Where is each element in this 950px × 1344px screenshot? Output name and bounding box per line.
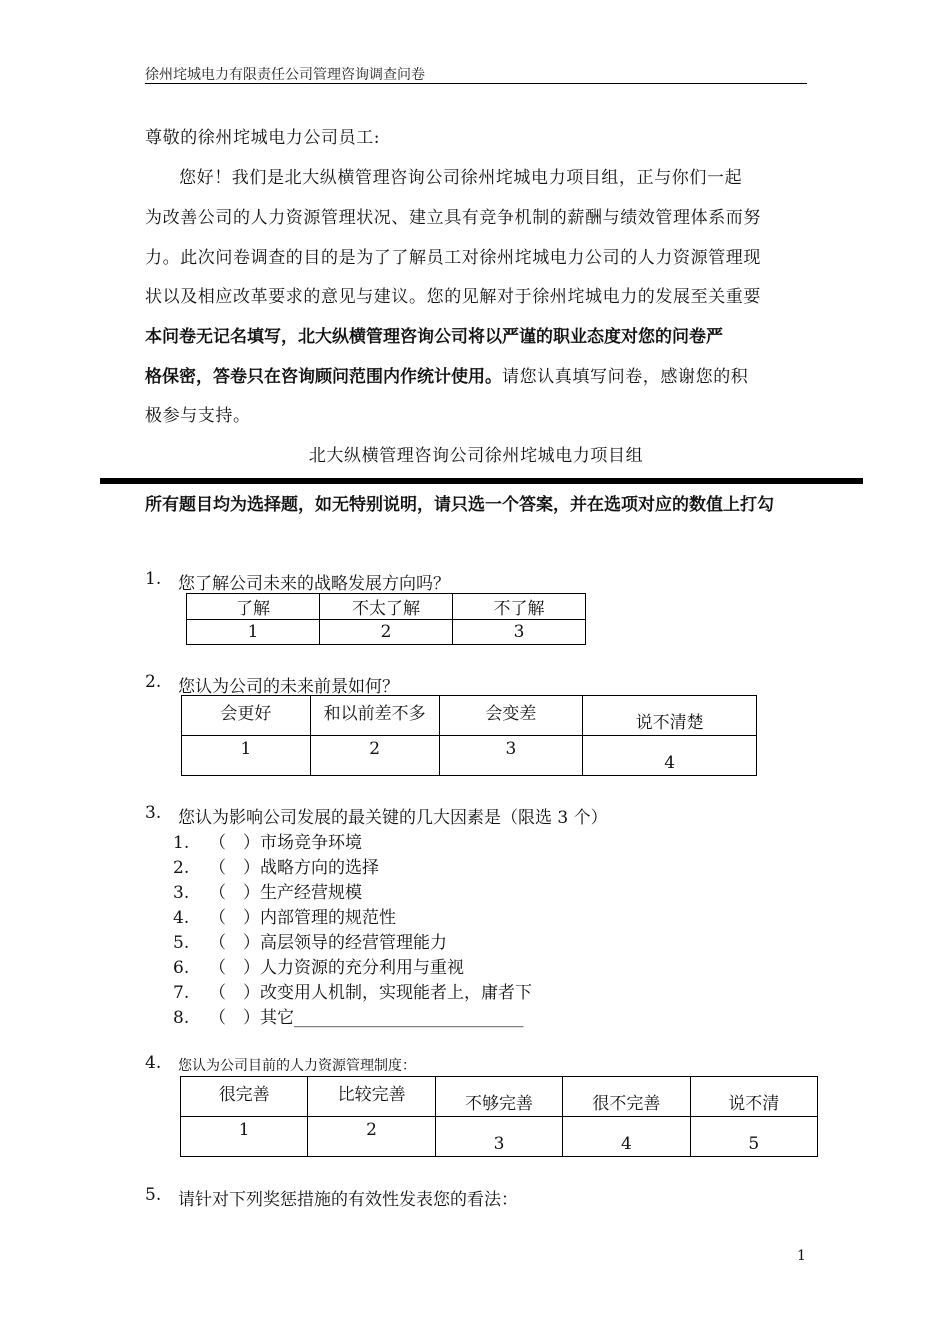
letter-line-6-rest: 请您认真填写问卷，感谢您的积 bbox=[502, 367, 749, 387]
q3-item-number: 1. bbox=[173, 833, 190, 853]
q4-value-4[interactable]: 4 bbox=[563, 1117, 690, 1157]
q4-value-1[interactable]: 1 bbox=[181, 1117, 308, 1157]
q2-value-1[interactable]: 1 bbox=[182, 736, 311, 776]
letter-salutation: 尊敬的徐州垞城电力公司员工: bbox=[145, 128, 381, 148]
q3-item-number: 6. bbox=[173, 958, 190, 978]
question-1-text: 您了解公司未来的战略发展方向吗？ bbox=[178, 574, 450, 594]
question-2-table bbox=[181, 695, 757, 776]
question-3 bbox=[145, 803, 805, 828]
q4-option-4: 很不完善 bbox=[563, 1077, 690, 1117]
question-1-number: 1. bbox=[145, 569, 162, 589]
q3-item[interactable] bbox=[173, 878, 362, 903]
q4-option-3: 不够完善 bbox=[435, 1077, 562, 1117]
question-3-number: 3. bbox=[145, 803, 162, 823]
letter-line-7: 极参与支持。 bbox=[145, 406, 251, 426]
q4-option-1: 很完善 bbox=[181, 1077, 308, 1117]
q2-value-4[interactable]: 4 bbox=[583, 736, 757, 776]
question-2-text: 您认为公司的未来前景如何？ bbox=[178, 677, 399, 697]
section-divider bbox=[100, 478, 863, 484]
q3-item-text: （ ）高层领导的经营管理能力 bbox=[209, 933, 447, 953]
q3-item-number: 3. bbox=[173, 883, 190, 903]
question-3-text: 您认为影响公司发展的最关键的几大因素是（限选 3 个） bbox=[178, 808, 608, 828]
letter-signature: 北大纵横管理咨询公司徐州垞城电力项目组 bbox=[308, 446, 644, 466]
q3-item[interactable] bbox=[173, 953, 464, 978]
q2-option-4: 说不清楚 bbox=[583, 696, 757, 736]
q3-item-text: （ ）其它___________________________ bbox=[209, 1008, 524, 1028]
letter-line-4: 状以及相应改革要求的意见与建议。您的见解对于徐州垞城电力的发展至关重要 bbox=[145, 287, 761, 307]
question-4 bbox=[145, 1053, 795, 1073]
letter-confidential-line-1: 本问卷无记名填写，北大纵横管理咨询公司将以严谨的职业态度对您的问卷严 bbox=[145, 327, 723, 347]
letter-line-2: 为改善公司的人力资源管理状况、建立具有竞争机制的薪酬与绩效管理体系而努 bbox=[145, 208, 761, 228]
question-1 bbox=[145, 569, 795, 594]
q3-item[interactable] bbox=[173, 928, 447, 953]
question-2-number: 2. bbox=[145, 672, 162, 692]
q2-value-2[interactable]: 2 bbox=[310, 736, 439, 776]
q3-item-text: （ ）生产经营规模 bbox=[209, 883, 362, 903]
q1-value-2[interactable]: 2 bbox=[320, 620, 453, 645]
q3-item-text: （ ）市场竞争环境 bbox=[209, 833, 362, 853]
q3-item[interactable] bbox=[173, 903, 396, 928]
q2-option-1: 会更好 bbox=[182, 696, 311, 736]
q3-item-text: （ ）改变用人机制，实现能者上，庸者下 bbox=[209, 983, 532, 1003]
q3-item[interactable] bbox=[173, 828, 362, 853]
question-1-table bbox=[186, 593, 586, 645]
q3-item[interactable] bbox=[173, 1003, 524, 1028]
q3-item[interactable] bbox=[173, 978, 532, 1003]
q3-item-number: 2. bbox=[173, 858, 190, 878]
q4-option-5: 说不清 bbox=[690, 1077, 817, 1117]
question-5 bbox=[145, 1185, 795, 1210]
q3-item-text: （ ）战略方向的选择 bbox=[209, 858, 379, 878]
q1-value-1[interactable]: 1 bbox=[187, 620, 320, 645]
q4-option-2: 比较完善 bbox=[308, 1077, 435, 1117]
letter-line-3: 力。此次问卷调查的目的是为了了解员工对徐州垞城电力公司的人力资源管理现 bbox=[145, 248, 761, 268]
document-header-title: 徐州垞城电力有限责任公司管理咨询调查问卷 bbox=[145, 67, 425, 83]
header-divider bbox=[145, 83, 807, 84]
q1-option-3: 不了解 bbox=[453, 594, 586, 620]
q1-value-3[interactable]: 3 bbox=[453, 620, 586, 645]
q1-option-1: 了解 bbox=[187, 594, 320, 620]
instructions: 所有题目均为选择题，如无特别说明，请只选一个答案，并在选项对应的数值上打勾 bbox=[145, 495, 774, 515]
question-4-number: 4. bbox=[145, 1053, 162, 1073]
q1-option-2: 不太了解 bbox=[320, 594, 453, 620]
q3-item-number: 8. bbox=[173, 1008, 190, 1028]
question-4-table bbox=[180, 1076, 818, 1157]
q3-item[interactable] bbox=[173, 853, 379, 878]
q2-option-3: 会变差 bbox=[439, 696, 583, 736]
q2-value-3[interactable]: 3 bbox=[439, 736, 583, 776]
q2-option-2: 和以前差不多 bbox=[310, 696, 439, 736]
q3-item-number: 5. bbox=[173, 933, 190, 953]
letter-line-1: 您好！我们是北大纵横管理咨询公司徐州垞城电力项目组，正与你们一起 bbox=[179, 168, 743, 188]
letter-confidential-line-2: 格保密，答卷只在咨询顾问范围内作统计使用。 bbox=[145, 367, 502, 387]
page-number: 1 bbox=[797, 1248, 806, 1264]
question-4-text: 您认为公司目前的人力资源管理制度： bbox=[178, 1058, 416, 1074]
q3-item-number: 7. bbox=[173, 983, 190, 1003]
question-2 bbox=[145, 672, 795, 697]
q3-item-text: （ ）内部管理的规范性 bbox=[209, 908, 396, 928]
q4-value-3[interactable]: 3 bbox=[435, 1117, 562, 1157]
q4-value-2[interactable]: 2 bbox=[308, 1117, 435, 1157]
question-5-text: 请针对下列奖惩措施的有效性发表您的看法： bbox=[178, 1190, 518, 1210]
q4-value-5[interactable]: 5 bbox=[690, 1117, 817, 1157]
question-5-number: 5. bbox=[145, 1185, 162, 1205]
q3-item-text: （ ）人力资源的充分利用与重视 bbox=[209, 958, 464, 978]
q3-item-number: 4. bbox=[173, 908, 190, 928]
